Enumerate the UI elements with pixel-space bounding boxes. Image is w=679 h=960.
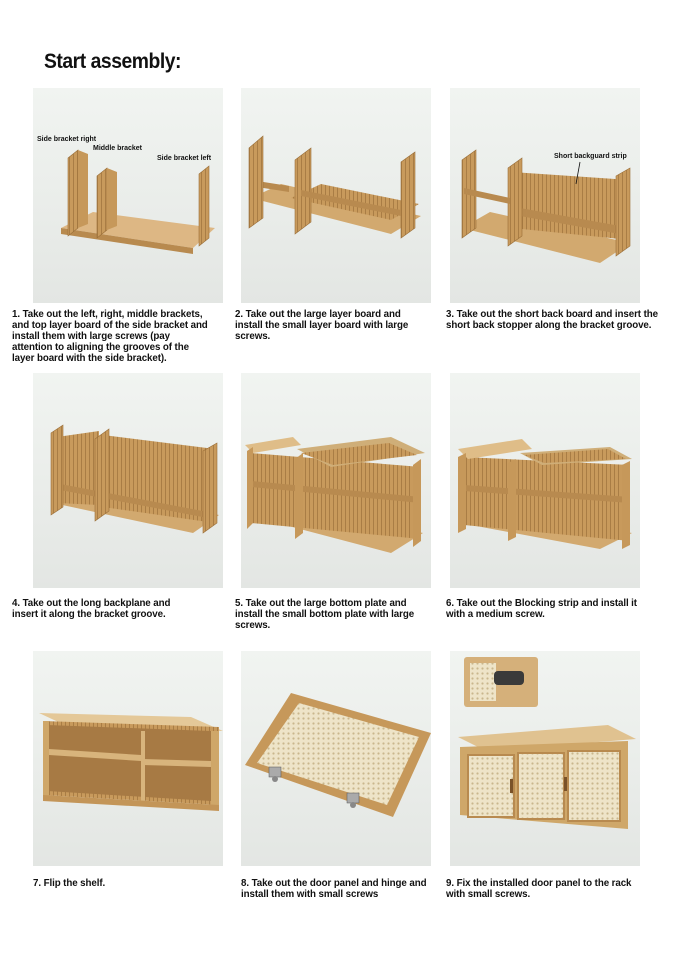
step-5-image xyxy=(241,373,431,588)
step-7-illustration xyxy=(33,651,223,866)
step-7-image xyxy=(33,651,223,866)
label-short-backguard-strip: Short backguard strip xyxy=(554,153,627,160)
label-middle-bracket: Middle bracket xyxy=(93,145,143,152)
step-8-illustration xyxy=(241,651,431,866)
step-1-image xyxy=(33,88,223,303)
step-4-caption: 4. Take out the long backplane and insert it along the bracket groove. xyxy=(12,597,171,620)
step-9-image xyxy=(450,651,640,866)
step-2-caption: 2. Take out the large layer board and install the small layer board with large screws. xyxy=(235,308,409,342)
label-side-bracket-left: Side bracket left xyxy=(157,155,212,162)
step-8-caption: 8. Take out the door panel and hinge and install them with small screws xyxy=(241,877,427,900)
step-2-image xyxy=(241,88,431,303)
step-7-caption: 7. Flip the shelf. xyxy=(33,877,106,889)
step-3-image xyxy=(450,88,640,303)
label-side-bracket-right: Side bracket right xyxy=(37,136,97,143)
step-3-caption: 3. Take out the short back board and insert the short back stopper along the bracket groove. xyxy=(446,308,658,331)
step-2-illustration xyxy=(241,88,431,303)
step-8-image xyxy=(241,651,431,866)
step-4-image xyxy=(33,373,223,588)
step-3-illustration xyxy=(450,88,640,303)
step-6-caption: 6. Take out the Blocking strip and install it with a medium screw. xyxy=(446,597,637,620)
step-1-caption: 1. Take out the left, right, middle brackets, and top layer board of the side bracket and install them with large screws (pay attention to aligning the grooves of the layer board with the side bracket). xyxy=(12,308,208,364)
step-5-caption: 5. Take out the large bottom plate and install the small bottom plate with large screws. xyxy=(235,597,415,631)
step-1-illustration xyxy=(33,88,223,303)
page-title: Start assembly: xyxy=(44,50,181,73)
step-4-illustration xyxy=(33,373,223,588)
step-5-illustration xyxy=(241,373,431,588)
step-9-illustration xyxy=(450,651,640,866)
step-6-image xyxy=(450,373,640,588)
step-6-illustration xyxy=(450,373,640,588)
step-9-caption: 9. Fix the installed door panel to the rack with small screws. xyxy=(446,877,632,900)
